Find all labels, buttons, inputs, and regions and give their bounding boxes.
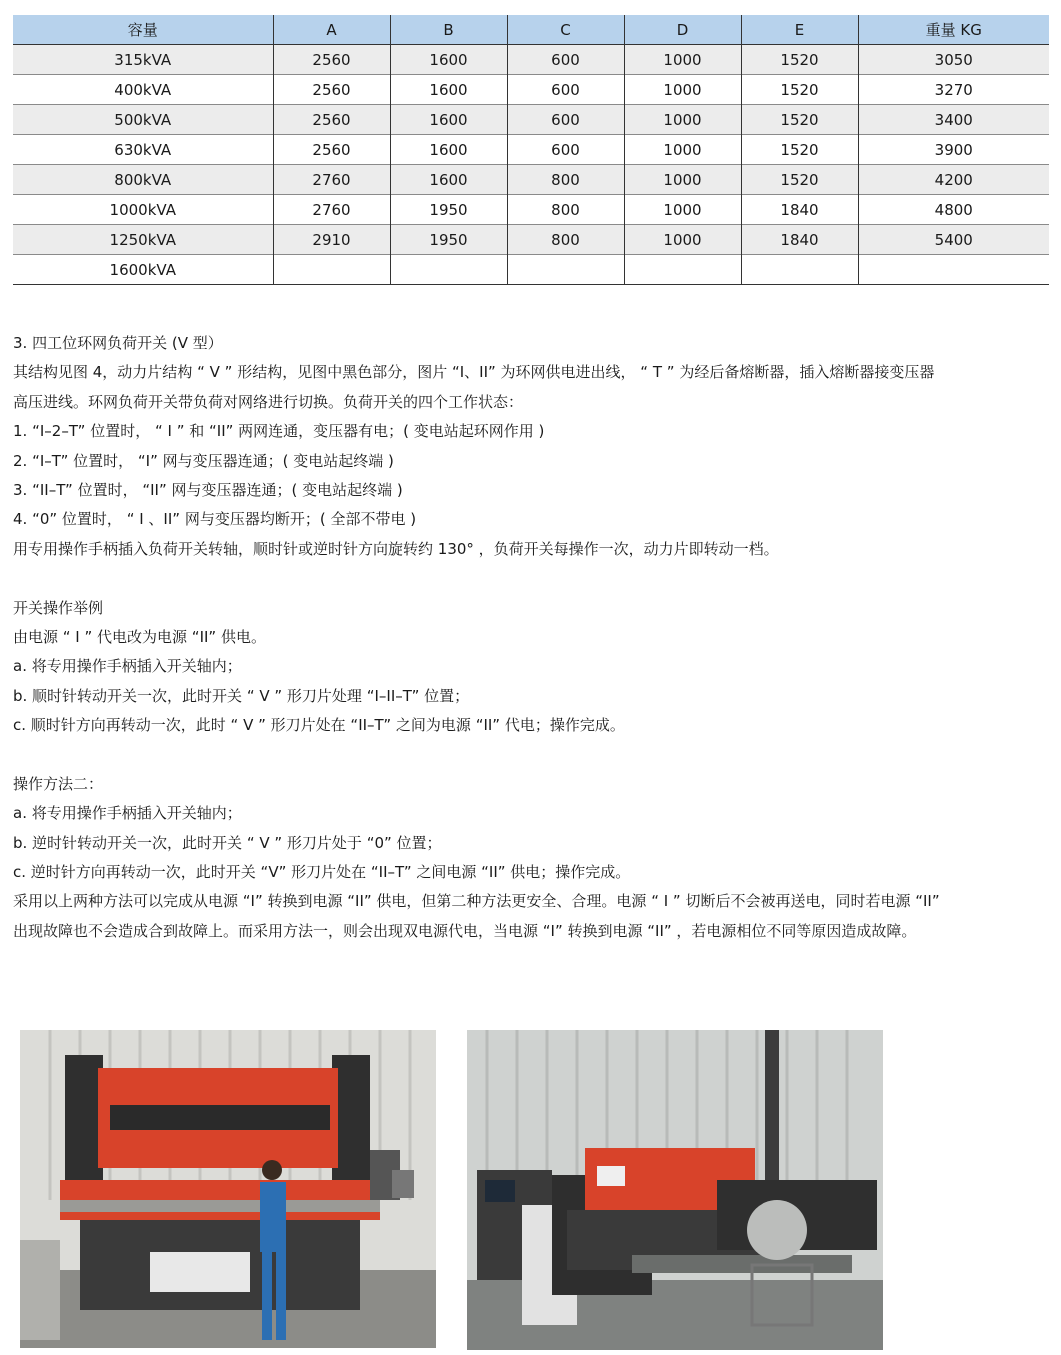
table-cell: 1520 [741, 75, 858, 105]
table-cell: 2560 [273, 45, 390, 75]
table-cell: 500kVA [114, 110, 172, 129]
table-cell: 5400 [858, 225, 1049, 255]
table-row [13, 165, 1049, 195]
table-cell: 630kVA [114, 140, 172, 159]
table-cell: 2760 [273, 195, 390, 225]
usage-text: 用专用操作手柄插入负荷开关转轴，顺时针或逆时针方向旋转约 130° ，负荷开关每操作一次，动力片即转动一档。 [13, 539, 779, 558]
table-cell: 1520 [741, 45, 858, 75]
table-cell: 1520 [741, 105, 858, 135]
table-cell: 1520 [741, 135, 858, 165]
section3-desc-line2: 高压进线。环网负荷开关带负荷对网络进行切换。负荷开关的四个工作状态： [13, 392, 524, 411]
table-cell: 800kVA [114, 170, 172, 189]
table-cell: 315kVA [114, 50, 172, 69]
state-item: 2. “I–T” 位置时， “I” 网与变压器连通；( 变电站起终端 ) [13, 451, 394, 470]
table-cell: 2560 [273, 105, 390, 135]
table-cell: 800 [507, 195, 624, 225]
table-cell: 1000 [624, 195, 741, 225]
table-cell: 1000 [624, 105, 741, 135]
table-cell: 1600 [390, 75, 507, 105]
table-cell [741, 255, 858, 285]
table-cell: 3050 [858, 45, 1049, 75]
table-row [13, 195, 1049, 225]
table-cell [624, 255, 741, 285]
table-cell: 1000 [624, 135, 741, 165]
table-cell: 1600 [390, 165, 507, 195]
conclusion-line2: 出现故障也不会造成合到故障上。而采用方法一，则会出现双电源代电，当电源 “I” 转换到电源 “II” ，若电源相位不同等原因造成故障。 [13, 921, 917, 940]
table-cell: 1600 [390, 105, 507, 135]
table-cell: 3900 [858, 135, 1049, 165]
table-cell [273, 255, 390, 285]
state-item: 3. “II–T” 位置时， “II” 网与变压器连通；( 变电站起终端 ) [13, 480, 403, 499]
table-cell: 3270 [858, 75, 1049, 105]
table-cell: 1000 [624, 225, 741, 255]
table-cell: 2910 [273, 225, 390, 255]
header-e: E [741, 15, 858, 45]
table-cell: 2560 [273, 135, 390, 165]
table-cell: 2760 [273, 165, 390, 195]
table-cell: 600 [507, 45, 624, 75]
table-cell [858, 255, 1049, 285]
example-intro: 由电源 “ I ” 代电改为电源 “II” 供电。 [13, 627, 266, 646]
table-cell: 1840 [741, 195, 858, 225]
header-b: B [390, 15, 507, 45]
header-d: D [624, 15, 741, 45]
table-cell: 1520 [741, 165, 858, 195]
state-item: 4. “0” 位置时， “ I 、II” 网与变压器均断开；( 全部不带电 ) [13, 510, 417, 529]
table-cell: 1000 [624, 45, 741, 75]
table-cell: 1250kVA [109, 230, 176, 249]
table-cell: 400kVA [114, 80, 172, 99]
table-row [13, 45, 1049, 75]
table-cell: 800 [507, 165, 624, 195]
table-cell: 1840 [741, 225, 858, 255]
example-step: c. 顺时针方向再转动一次，此时 “ V ” 形刀片处在 “II–T” 之间为电源 “II” 代电；操作完成。 [13, 716, 625, 735]
section3-title: 3. 四工位环网负荷开关 (V 型） [13, 334, 223, 352]
header-weight: 重量 KG [858, 15, 1049, 45]
table-cell: 1950 [390, 195, 507, 225]
state-item: 1. “I–2–T” 位置时， “ I ” 和 “II” 两网连通，变压器有电；( 变电站起环网作用 ) [13, 422, 545, 441]
example-step: b. 顺时针转动开关一次，此时开关 “ V ” 形刀片处理 “I–II–T” 位置； [13, 686, 470, 705]
table-cell: 3400 [858, 105, 1049, 135]
method2-step: a. 将专用操作手柄插入开关轴内； [13, 804, 242, 823]
header-capacity: 容量 [13, 15, 273, 45]
example-title: 开关操作举例 [13, 598, 104, 617]
table-cell: 1000kVA [109, 200, 176, 219]
table-cell: 1600 [390, 45, 507, 75]
table-row [13, 105, 1049, 135]
table-cell: 1600 [390, 135, 507, 165]
table-cell: 4200 [858, 165, 1049, 195]
table-row [13, 255, 1049, 285]
table-cell: 800 [507, 225, 624, 255]
table-row [13, 135, 1049, 165]
table-cell: 600 [507, 135, 624, 165]
table-cell: 4800 [858, 195, 1049, 225]
table-cell: 2560 [273, 75, 390, 105]
method2-step: b. 逆时针转动开关一次，此时开关 “ V ” 形刀片处于 “0” 位置； [13, 833, 442, 852]
table-cell: 1000 [624, 165, 741, 195]
table-cell: 1600kVA [109, 260, 176, 279]
table-row [13, 225, 1049, 255]
section3-desc-line1: 其结构见图 4，动力片结构 “ V ” 形结构，见图中黑色部分，图片 “I、II” 为环网供电进出线， “ T ” 为经后备熔断器，插入熔断器接变压器 [13, 363, 935, 382]
header-a: A [273, 15, 390, 45]
body-text [13, 329, 1053, 946]
table-cell [507, 255, 624, 285]
table-cell: 1950 [390, 225, 507, 255]
table-cell [390, 255, 507, 285]
example-step: a. 将专用操作手柄插入开关轴内； [13, 657, 242, 676]
method2-title: 操作方法二： [13, 774, 104, 793]
table-cell: 600 [507, 75, 624, 105]
table-header-row [13, 15, 1049, 45]
press-brake-photo [20, 1030, 436, 1348]
method2-step: c. 逆时针方向再转动一次，此时开关 “V” 形刀片处在 “II–T” 之间电源 “II” 供电；操作完成。 [13, 863, 631, 882]
header-c: C [507, 15, 624, 45]
spec-table [13, 15, 1049, 285]
table-cell: 600 [507, 105, 624, 135]
table-cell: 1000 [624, 75, 741, 105]
punch-press-photo [467, 1030, 883, 1350]
table-row [13, 75, 1049, 105]
conclusion-line1: 采用以上两种方法可以完成从电源 “I” 转换到电源 “II” 供电，但第二种方法更安全、合理。电源 “ I ” 切断后不会被再送电，同时若电源 “II” [13, 892, 940, 911]
